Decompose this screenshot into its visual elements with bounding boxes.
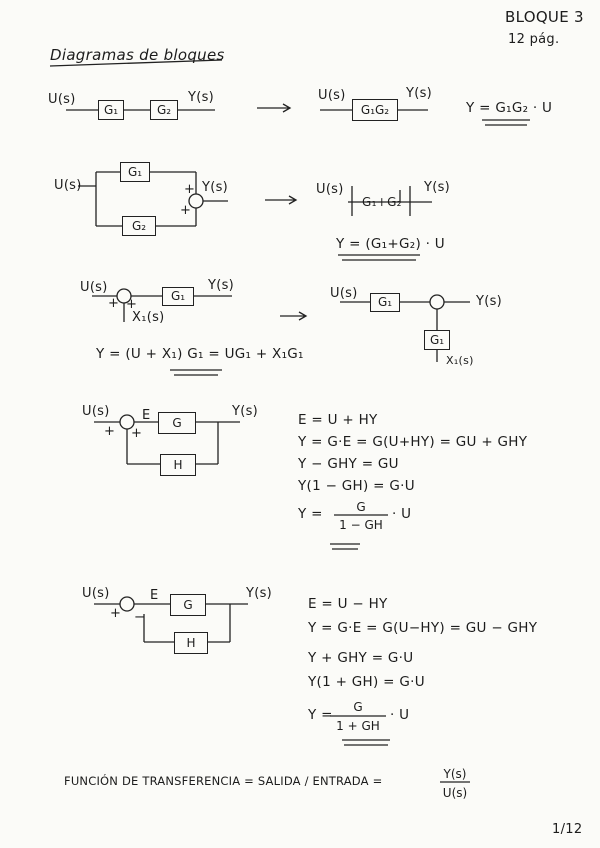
d4-plus-bottom: + — [131, 426, 143, 441]
d4-line-2: Y = G·E = G(U+HY) = GU + GHY — [298, 434, 528, 450]
d2-block-gsum: G₁+G₂ — [362, 195, 402, 209]
d4-block-g: G — [158, 412, 196, 434]
d1-equation: Y = G₁G₂ · U — [466, 100, 553, 116]
d2-plus-top: + — [184, 182, 196, 197]
d3-input-label-2: U(s) — [330, 286, 358, 301]
d4-plus-left: + — [104, 424, 116, 439]
d2-input-label-2: U(s) — [316, 182, 344, 197]
d3-block-g1b: G₁ — [370, 293, 400, 312]
d4-line-3: Y − GHY = GU — [298, 456, 399, 472]
d4-result-tail: · U — [392, 506, 412, 522]
d3-block-g1: G₁ — [162, 287, 194, 306]
eq4-underline — [330, 544, 360, 549]
d5-result-denominator: 1 + GH — [336, 719, 380, 733]
d4-error-label: E — [142, 408, 151, 423]
d3-output-label: Y(s) — [208, 278, 235, 293]
d5-result-lhs: Y = — [308, 707, 333, 723]
d5-line-2: Y = G·E = G(U−HY) = GU − GHY — [308, 620, 538, 636]
d4-block-h: H — [160, 454, 196, 476]
footer-denominator: U(s) — [442, 786, 468, 800]
d5-line-3: Y + GHY = G·U — [308, 650, 414, 666]
eq3-underline — [170, 370, 222, 375]
d2-block-g2: G₂ — [122, 216, 156, 236]
d5-line-4: Y(1 + GH) = G·U — [308, 674, 425, 690]
d3-plus-left: + — [108, 296, 120, 311]
d4-result-numerator: G — [356, 500, 366, 514]
d5-minus-bottom: − — [134, 610, 146, 625]
eq1-underline — [482, 120, 530, 125]
d5-error-label: E — [150, 588, 159, 603]
d2-block-g1: G₁ — [120, 162, 150, 182]
d5-plus-left: + — [110, 606, 122, 621]
arrow-d2 — [265, 196, 296, 204]
d4-line-4: Y(1 − GH) = G·U — [298, 478, 415, 494]
d3-equation: Y = (U + X₁) G₁ = UG₁ + X₁G₁ — [96, 346, 304, 362]
d3-x1-label: X₁(s) — [132, 310, 165, 325]
d5-result-tail: · U — [390, 707, 410, 723]
d5-block-h: H — [174, 632, 208, 654]
d4-result-lhs: Y = — [298, 506, 323, 522]
d3-x1-label-2: X₁(s) — [446, 354, 474, 367]
page-number: 1/12 — [552, 822, 583, 837]
transfer-function-definition: FUNCIÓN DE TRANSFERENCIA = SALIDA / ENTRADA = — [64, 774, 383, 788]
d5-output-label: Y(s) — [246, 586, 273, 601]
d1-block-g1g2: G₁G₂ — [352, 99, 398, 121]
eq2-underline — [338, 255, 420, 260]
header-block: BLOQUE 3 — [505, 8, 584, 26]
eq5-underline — [342, 740, 390, 745]
d5-input-label: U(s) — [82, 586, 110, 601]
d2-plus-bottom: + — [180, 203, 192, 218]
d5-result-numerator: G — [353, 700, 363, 714]
d1-output-label: Y(s) — [188, 90, 215, 105]
arrow-d3 — [280, 312, 306, 320]
d4-input-label: U(s) — [82, 404, 110, 419]
d1-input-label-2: U(s) — [318, 88, 346, 103]
d2-equation: Y = (G₁+G₂) · U — [336, 236, 445, 252]
sum-junction-d3b — [430, 295, 444, 309]
d3-block-g1c: G₁ — [424, 330, 450, 350]
d2-output-label: Y(s) — [202, 180, 229, 195]
d4-line-1: E = U + HY — [298, 412, 378, 428]
d3-plus-bottom: + — [126, 297, 138, 312]
d5-block-g: G — [170, 594, 206, 616]
d4-result-denominator: 1 − GH — [339, 518, 383, 532]
header-pages: 12 pág. — [508, 32, 560, 47]
arrow-d1 — [257, 104, 290, 112]
d1-block-g2: G₂ — [150, 100, 178, 120]
d4-output-label: Y(s) — [232, 404, 259, 419]
d2-output-label-2: Y(s) — [424, 180, 451, 195]
sum-junction-d5 — [120, 597, 134, 611]
d1-output-label-2: Y(s) — [406, 86, 433, 101]
d2-input-label: U(s) — [54, 178, 82, 193]
d1-input-label: U(s) — [48, 92, 76, 107]
d5-line-1: E = U − HY — [308, 596, 388, 612]
d3-output-label-2: Y(s) — [476, 294, 503, 309]
d1-block-g1: G₁ — [98, 100, 124, 120]
d3-input-label: U(s) — [80, 280, 108, 295]
footer-numerator: Y(s) — [443, 767, 467, 781]
page-title: Diagramas de bloques — [50, 46, 225, 64]
